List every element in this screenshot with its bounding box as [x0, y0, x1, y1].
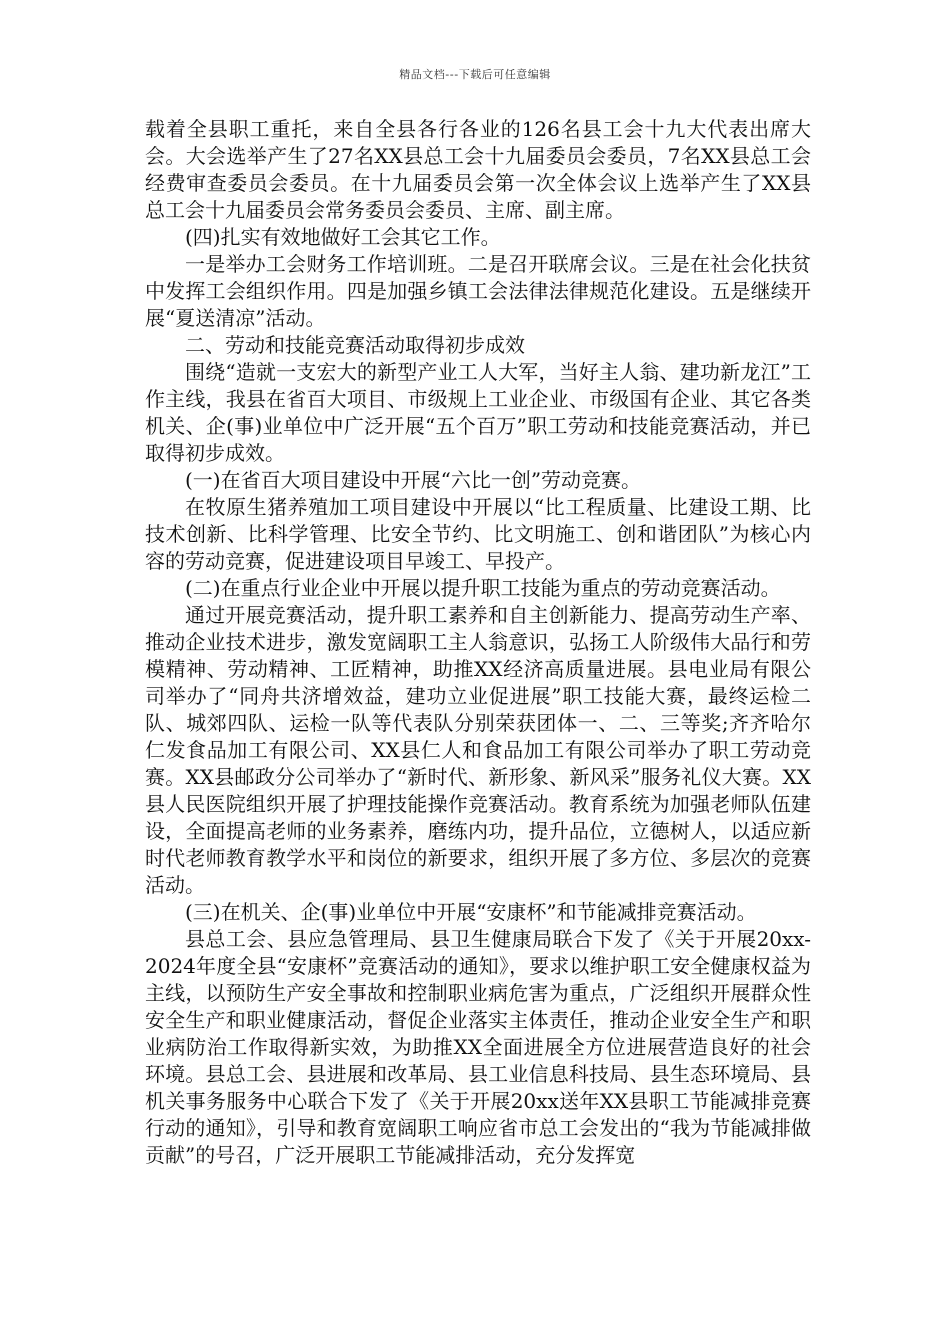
- section-heading: 二、劳动和技能竞赛活动取得初步成效: [185, 333, 525, 357]
- paragraph: 县总工会、县应急管理局、县卫生健康局联合下发了《关于开展20xx-2024年度全县“安康杯”竞赛活动的通知》，要求以维护职工安全健康权益为主线，以预防生产安全事故和控制职业病危害为重点，广泛组织开展群众性安全生产和职业健康活动，督促企业落实主体责任，推动企业安全生产和职业病防治工作取得新实效，为助推XX全面进展全方位进展营造良好的社会环境。县总工会、县进展和改革局、县工业信息科技局、县生态环境局、县机关事务服务中心联合下发了《关于开展20xx送年XX县职工节能减排竞赛行动的通知》，引导和教育宽阔职工响应省市总工会发出的“我为节能减排做贡献”的号召，广泛开展职工节能减排活动，充分发挥宽: [145, 927, 811, 1167]
- section-heading: (一)在省百大项目建设中开展“六比一创”劳动竞赛。: [185, 468, 642, 492]
- section-heading: (二)在重点行业企业中开展以提升职工技能为重点的劳动竞赛活动。: [185, 576, 781, 600]
- document-body: [145, 116, 811, 1169]
- section-heading: (四)扎实有效地做好工会其它工作。: [185, 225, 501, 249]
- paragraph: 一是举办工会财务工作培训班。二是召开联席会议。三是在社会化扶贫中发挥工会组织作用。四是加强乡镇工会法律法律规范化建设。五是继续开展“夏送清凉”活动。: [145, 252, 811, 330]
- paragraph: 在牧原生猪养殖加工项目建设中开展以“比工程质量、比建设工期、比技术创新、比科学管理、比安全节约、比文明施工、创和谐团队”为核心内容的劳动竞赛，促进建设项目早竣工、早投产。: [145, 495, 811, 573]
- page-header: 精品文档---下载后可任意编辑: [399, 68, 551, 81]
- paragraph: 通过开展竞赛活动，提升职工素养和自主创新能力、提高劳动生产率、推动企业技术进步，激发宽阔职工主人翁意识，弘扬工人阶级伟大品行和劳模精神、劳动精神、工匠精神，助推XX经济高质量进展。县电业局有限公司举办了“同舟共济增效益，建功立业促进展”职工技能大赛，最终运检二队、城郊四队、运检一队等代表队分别荣获团体一、二、三等奖;齐齐哈尔仁发食品加工有限公司、XX县仁人和食品加工有限公司举办了职工劳动竞赛。XX县邮政分公司举办了“新时代、新形象、新风采”服务礼仪大赛。XX县人民医院组织开展了护理技能操作竞赛活动。教育系统为加强老师队伍建设，全面提高老师的业务素养，磨练内功，提升品位，立德树人，以适应新时代老师教育教学水平和岗位的新要求，组织开展了多方位、多层次的竞赛活动。: [145, 603, 811, 897]
- section-heading: (三)在机关、企(事)业单位中开展“安康杯”和节能减排竞赛活动。: [185, 900, 757, 924]
- paragraph: 载着全县职工重托，来自全县各行各业的126名县工会十九大代表出席大会。大会选举产生了27名XX县总工会十九届委员会委员，7名XX县总工会经费审查委员会委员。在十九届委员会第一次全体会议上选举产生了XX县总工会十九届委员会常务委员会委员、主席、副主席。: [145, 117, 811, 222]
- paragraph: 围绕“造就一支宏大的新型产业工人大军，当好主人翁、建功新龙江”工作主线，我县在省百大项目、市级规上工业企业、市级国有企业、其它各类机关、企(事)业单位中广泛开展“五个百万”职工劳动和技能竞赛活动，并已取得初步成效。: [145, 360, 811, 465]
